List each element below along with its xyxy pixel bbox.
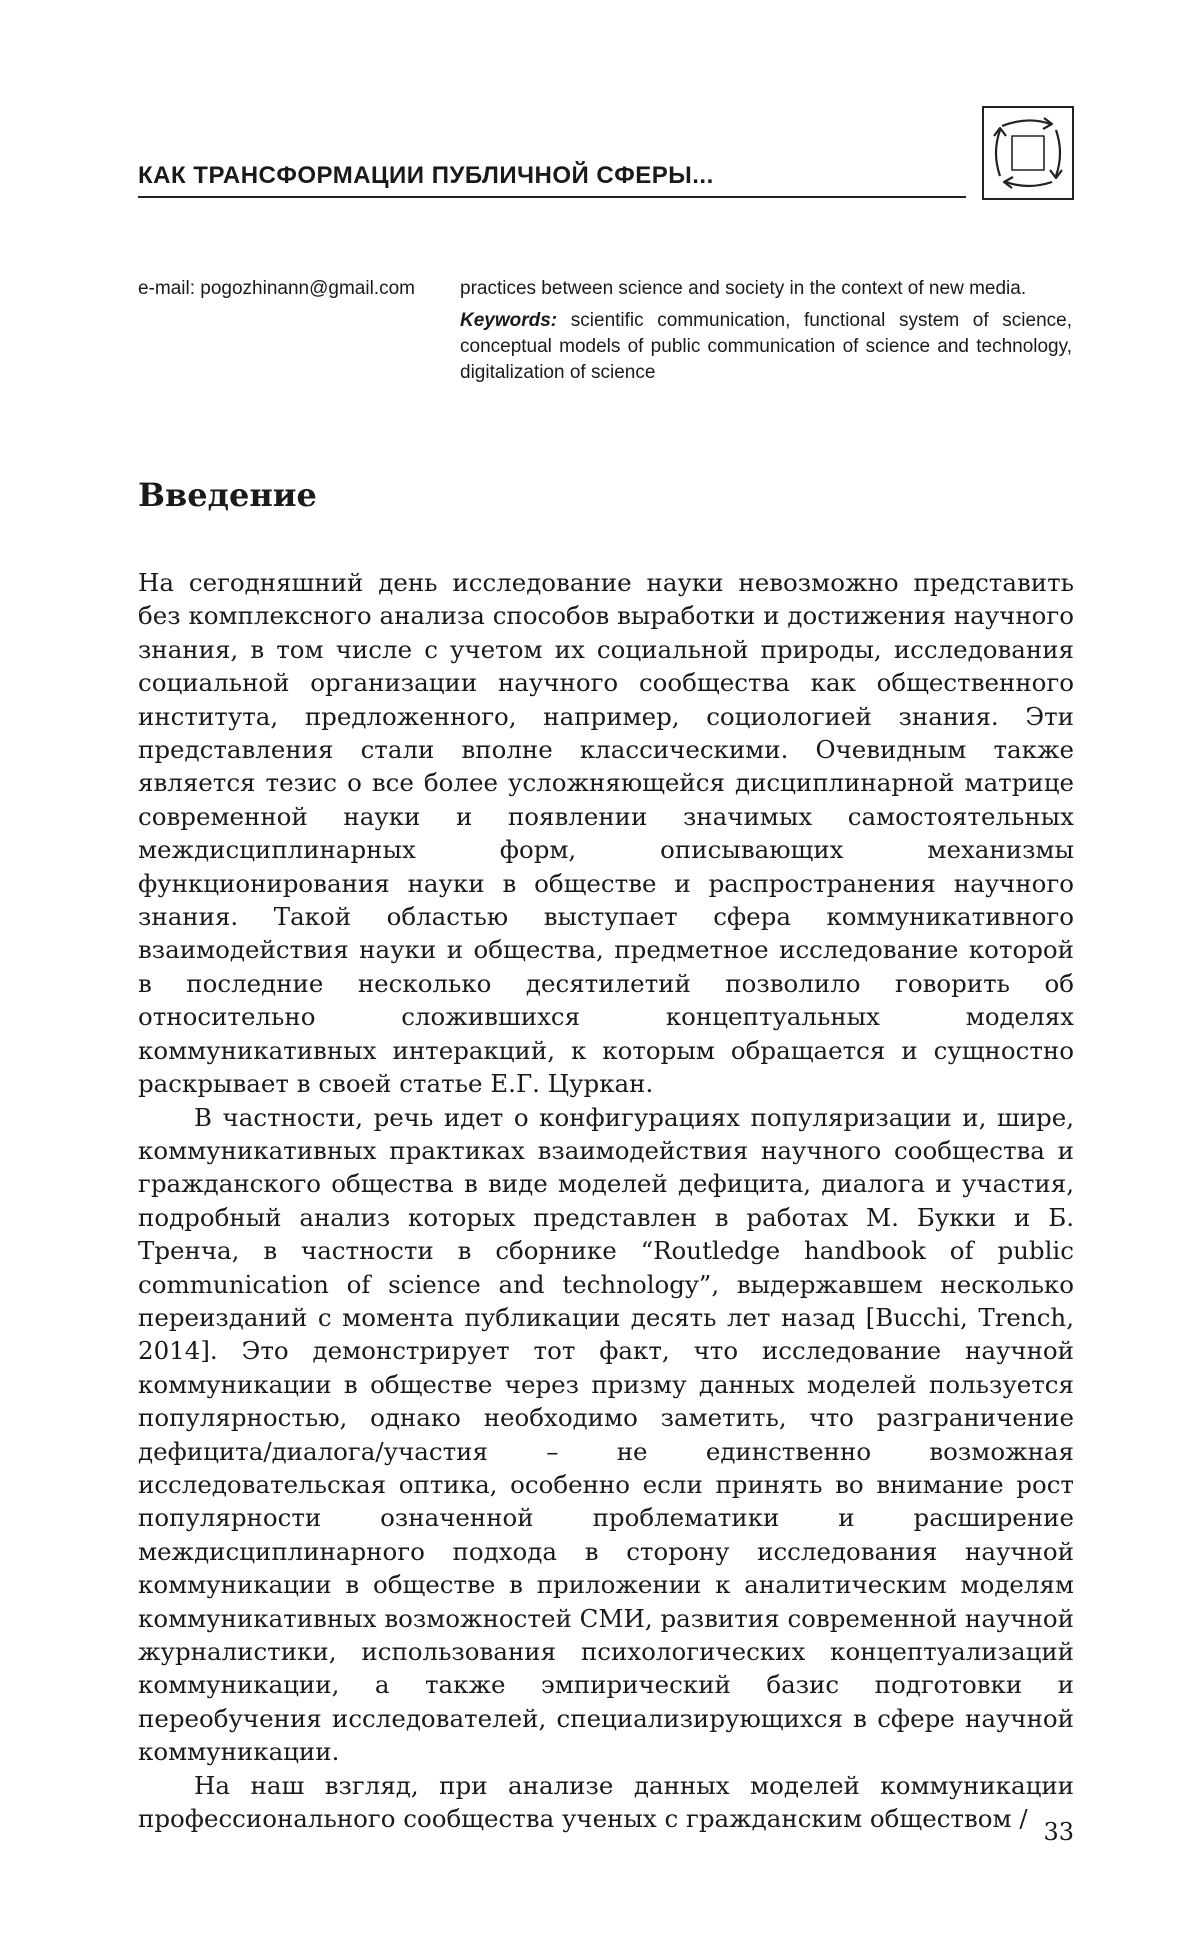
author-email: e-mail: pogozhinann@gmail.com [138, 278, 415, 299]
page-number: 33 [1043, 1818, 1074, 1846]
paragraph-2: В частности, речь идет о конфигурациях популяризации и, шире, коммуникативных практиках взаимодействия научного сообщества и гражданского общества в виде моделей дефицита, диалога и участия, подробный анализ которых представлен в работах М. Букки и Б. Тренча, в частности в сборнике “Routledge handbook of public communication of science and technology”, выдержавшем несколько переизданий с момента публикации десять лет назад [Bucchi, Trench, 2014]. Это демонстрирует тот факт, что исследование научной коммуникации в обществе через призму данных моделей пользуется популярностью, однако необходимо заметить, что разграничение дефицита/диалога/участия – не единственно возможная исследовательская оптика, особенно если принять во внимание рост популярности означенной проблематики и расширение междисциплинарного подхода в сторону исследования научной коммуникации в обществе в приложении к аналитическим моделям коммуникативных возможностей СМИ, развития современной научной журналистики, использования психологических концептуализаций коммуникации, а также эмпирический базис подготовки и переобучения исследователей, специализирующихся в сфере научной коммуникации. [138, 1102, 1074, 1767]
abstract-block [460, 276, 1072, 392]
keywords-text: scientific communication, functional system of science, conceptual models of public communication of science and technology, digitalization of science [460, 310, 1072, 383]
cycle-arrows-icon [988, 112, 1068, 194]
abstract-end: practices between science and society in the context of new media. [460, 278, 1027, 299]
paragraph-3: На наш взгляд, при анализе данных моделей коммуникации профессионального сообщества ученых с гражданским обществом / [138, 1770, 1074, 1834]
journal-logo [982, 106, 1074, 200]
running-head-title: КАК ТРАНСФОРМАЦИИ ПУБЛИЧНОЙ СФЕРЫ... [138, 162, 966, 198]
section-heading: Введение [138, 476, 317, 514]
paragraph-1: На сегодняшний день исследование науки невозможно представить без комплексного анализа способов выработки и достижения научного знания, в том числе с учетом их социальной природы, исследования социальной организации научного сообщества как общественного института, предложенного, например, социологией знания. Эти представления стали вполне классическими. Очевидным также является тезис о все более усложняющейся дисциплинарной матрице современной науки и появлении значимых самостоятельных междисциплинарных форм, описывающих механизмы функционирования науки в обществе и распространения научного знания. Такой областью выступает сфера коммуникативного взаимодействия науки и общества, предметное исследование которой в последние несколько десятилетий позволило говорить об относительно сложившихся концептуальных моделях коммуникативных интеракций, к которым обращается и сущностно раскрывает в своей статье Е.Г. Цуркан. [138, 568, 1074, 1099]
keywords [460, 308, 1072, 386]
body-text [138, 566, 1074, 1835]
keywords-label: Keywords: [460, 310, 558, 331]
